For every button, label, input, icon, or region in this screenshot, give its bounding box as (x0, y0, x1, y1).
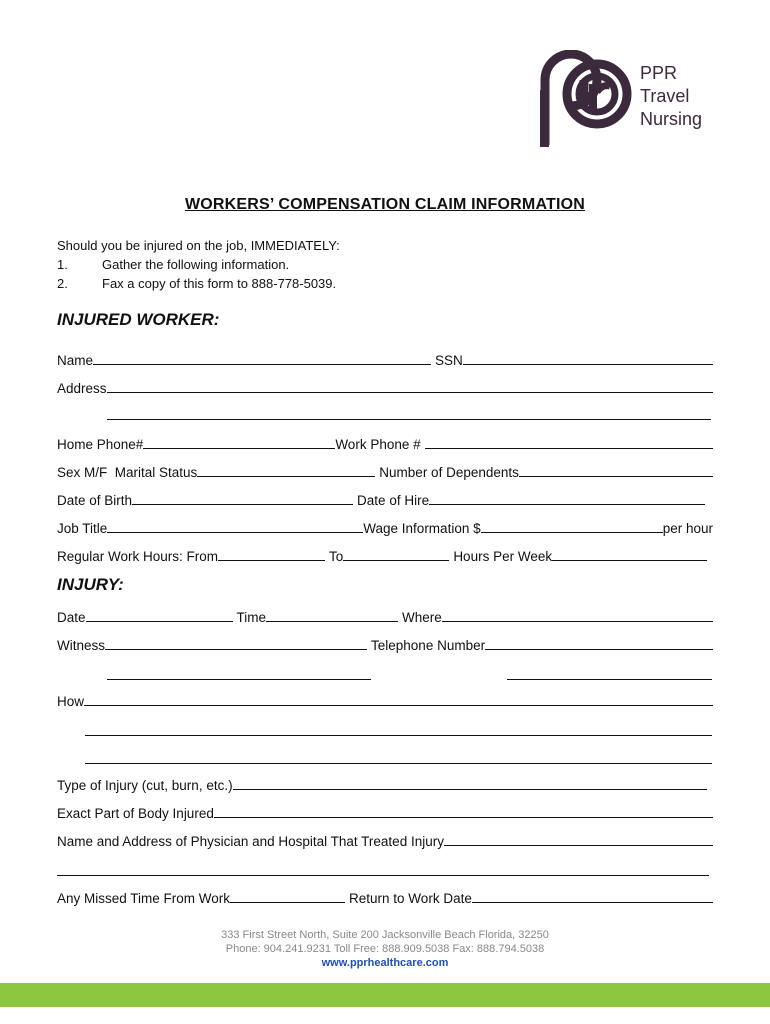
witness-row (57, 635, 713, 653)
return-date-field[interactable] (472, 888, 713, 903)
ssn-label: SSN (435, 353, 463, 368)
telephone-field-line2[interactable] (507, 679, 712, 680)
missed-time-row (57, 888, 713, 906)
instructions-lead: Should you be injured on the job, IMMEDIATELY: (57, 238, 340, 253)
physician-label: Name and Address of Physician and Hospital That Treated Injury (57, 834, 444, 849)
phone-row (57, 434, 713, 452)
home-phone-field[interactable] (143, 434, 335, 449)
form-title: WORKERS’ COMPENSATION CLAIM INFORMATION (184, 196, 586, 213)
hours-row (57, 546, 713, 564)
dependents-label: Number of Dependents (379, 465, 519, 480)
dob-field[interactable] (132, 490, 353, 505)
logo-text (640, 62, 702, 131)
hours-week-label: Hours Per Week (453, 549, 553, 564)
physician-field[interactable] (444, 831, 713, 846)
how-field[interactable] (84, 691, 713, 706)
return-date-label: Return to Work Date (349, 891, 472, 906)
work-phone-field[interactable] (425, 434, 713, 449)
marital-status-field[interactable] (197, 462, 375, 477)
witness-field-line2[interactable] (107, 679, 371, 680)
body-part-row (57, 803, 713, 821)
step-number: 2. (57, 276, 68, 291)
injury-type-row (57, 775, 713, 793)
witness-label: Witness (57, 638, 106, 653)
address-field-line2[interactable] (107, 419, 711, 420)
job-wage-row (57, 518, 713, 536)
logo-text-line: PPR (640, 63, 678, 83)
address-field[interactable] (107, 378, 713, 393)
dob-label: Date of Birth (57, 493, 133, 508)
date-time-row (57, 607, 713, 625)
address-label: Address (57, 381, 107, 396)
telephone-label: Telephone Number (371, 638, 486, 653)
telephone-field[interactable] (485, 635, 713, 650)
hours-week-field[interactable] (552, 546, 707, 561)
injury-type-label: Type of Injury (cut, burn, etc.) (57, 778, 233, 793)
instructions (57, 236, 340, 293)
to-field[interactable] (343, 546, 449, 561)
from-field[interactable] (218, 546, 325, 561)
how-field-line3[interactable] (85, 763, 712, 764)
body-part-field[interactable] (214, 803, 713, 818)
body-part-label: Exact Part of Body Injured (57, 806, 214, 821)
wage-label: Wage Information $ (363, 521, 481, 536)
job-title-label: Job Title (57, 521, 108, 536)
dependents-field[interactable] (519, 462, 713, 477)
how-field-line2[interactable] (85, 735, 712, 736)
missed-time-label: Any Missed Time From Work (57, 891, 231, 906)
wage-field[interactable] (481, 518, 663, 533)
from-label: Regular Work Hours: From (57, 549, 219, 564)
injury-time-field[interactable] (266, 607, 398, 622)
sex-marital-label: Sex M/F Marital Status (57, 465, 198, 480)
ssn-field[interactable] (463, 350, 713, 365)
footer-phones: Phone: 904.241.9231 Toll Free: 888.909.5038 Fax: 888.794.5038 (225, 943, 545, 955)
logo-text-line: Travel (640, 86, 690, 106)
logo-text-line: Nursing (640, 109, 703, 129)
footer-accent-bar (0, 983, 770, 1007)
marital-row (57, 462, 713, 480)
dates-row (57, 490, 713, 508)
missed-time-field[interactable] (230, 888, 345, 903)
date-label: Date (57, 610, 86, 625)
to-label: To (329, 549, 344, 564)
time-label: Time (236, 610, 267, 625)
name-field[interactable] (93, 350, 431, 365)
step-number: 1. (57, 257, 68, 272)
work-phone-label: Work Phone # (335, 437, 421, 452)
name-label: Name (57, 353, 94, 368)
home-phone-label: Home Phone# (57, 437, 144, 452)
name-ssn-row (57, 350, 713, 368)
footer-address: 333 First Street North, Suite 200 Jacksonville Beach Florida, 32250 (221, 929, 549, 941)
footer (0, 928, 770, 970)
how-label: How (57, 694, 85, 709)
address-row (57, 378, 713, 396)
instruction-step (57, 274, 340, 293)
hire-date-field[interactable] (429, 490, 705, 505)
physician-field-line2[interactable] (57, 875, 709, 876)
step-text: Gather the following information. (102, 257, 290, 272)
instruction-step (57, 255, 340, 274)
physician-row (57, 831, 713, 849)
hire-date-label: Date of Hire (357, 493, 430, 508)
section-heading-injured-worker: INJURED WORKER: (57, 310, 220, 329)
section-heading-injury: INJURY: (57, 575, 124, 594)
step-text: Fax a copy of this form to 888-778-5039. (102, 276, 337, 291)
per-hour-label: per hour (662, 521, 713, 536)
injury-type-field[interactable] (233, 775, 707, 790)
witness-field[interactable] (105, 635, 367, 650)
injury-where-field[interactable] (442, 607, 713, 622)
footer-website-link[interactable]: www.pprhealthcare.com (321, 957, 449, 969)
where-label: Where (402, 610, 442, 625)
injury-date-field[interactable] (86, 607, 233, 622)
how-row (57, 691, 713, 709)
job-title-field[interactable] (107, 518, 363, 533)
